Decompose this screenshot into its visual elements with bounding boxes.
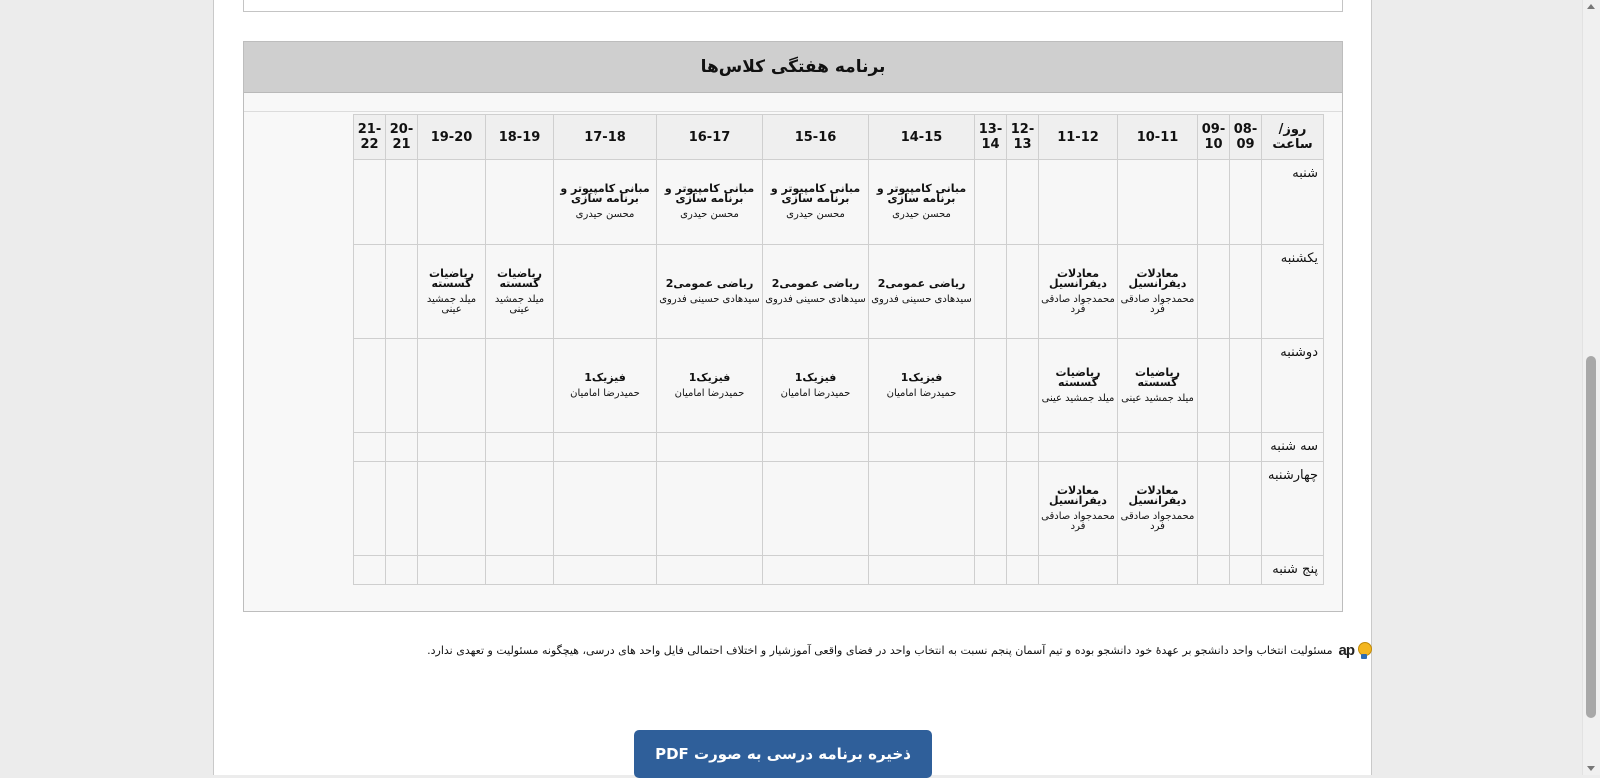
time-slot-header: 14-15 [869,115,975,160]
time-slot-header: 12-13 [1007,115,1039,160]
teacher-name: محمدجواد صادقی فرد [1041,510,1115,532]
schedule-cell [1118,339,1198,433]
schedule-cell [418,245,486,339]
lightbulb-icon [1357,640,1371,660]
course-name: معادلات دیفرانسیل [1128,266,1187,290]
save-pdf-button[interactable]: ذخیره برنامه درسی به صورت PDF [634,730,932,778]
course-name: ریاضیات گسسته [497,266,542,290]
time-slot-header: 08-09 [1230,115,1262,160]
schedule-cell [354,433,386,462]
table-row [354,339,1324,433]
scrollbar-thumb[interactable] [1586,356,1596,718]
schedule-cell [1007,245,1039,339]
day-name-cell: چهارشنبه [1262,462,1324,556]
schedule-cell [1198,160,1230,245]
teacher-name: سیدهادی حسینی فدروی [871,293,972,305]
teacher-name: حمیدرضا امامیان [780,387,851,399]
notice-logo-group [1336,640,1371,660]
time-slot-header: 18-19 [486,115,554,160]
schedule-cell [869,339,975,433]
schedule-cell [554,160,657,245]
table-row [354,462,1324,556]
schedule-cell [869,556,975,585]
schedule-cell [657,462,763,556]
schedule-header-row [354,115,1324,160]
schedule-cell [1230,556,1262,585]
course-name: ریاضیات گسسته [1055,365,1101,389]
schedule-cell [1007,433,1039,462]
schedule-cell [418,160,486,245]
schedule-cell [657,433,763,462]
teacher-name: حمیدرضا امامیان [570,387,640,399]
table-row [354,556,1324,585]
day-name-cell: پنج شنبه [1262,556,1324,585]
schedule-cell [354,160,386,245]
schedule-cell [975,245,1007,339]
schedule-cell [657,339,763,433]
course-name: مبانی کامپیوتر و برنامه سازی [560,182,650,205]
schedule-cell [1198,556,1230,585]
teacher-name: حمیدرضا امامیان [886,387,957,399]
schedule-cell [1039,339,1118,433]
schedule-cell [1230,433,1262,462]
schedule-cell [418,339,486,433]
course-name: معادلات دیفرانسیل [1128,483,1187,507]
schedule-cell [763,160,869,245]
schedule-cell [1230,160,1262,245]
schedule-cell [1230,462,1262,556]
teacher-name: میلد جمشید عینی [426,293,477,315]
teacher-name: محمدجواد صادقی فرد [1041,293,1115,315]
schedule-cell [1198,462,1230,556]
schedule-cell [386,339,418,433]
teacher-name: محسن حیدری [575,209,635,220]
schedule-cell [354,339,386,433]
day-name-cell: دوشنبه [1262,339,1324,433]
schedule-cell [354,245,386,339]
schedule-cell [1039,462,1118,556]
course-name: فیزیک1 [584,370,626,384]
schedule-cell [869,160,975,245]
scroll-down-icon[interactable] [1587,766,1595,771]
schedule-cell [1007,462,1039,556]
teacher-name: محمدجواد صادقی فرد [1120,510,1195,532]
course-name: ریاضیات گسسته [1135,365,1180,389]
schedule-title: برنامه هفتگی کلاس‌ها [244,42,1342,93]
time-slot-header: 10-11 [1118,115,1198,160]
schedule-cell [386,160,418,245]
schedule-cell [486,339,554,433]
schedule-cell [1118,556,1198,585]
table-row [354,433,1324,462]
teacher-name: محسن حیدری [892,209,951,220]
schedule-cell [657,245,763,339]
panel-subheader [244,93,1342,112]
schedule-cell [1039,556,1118,585]
schedule-cell [554,245,657,339]
schedule-cell [975,462,1007,556]
schedule-cell [554,462,657,556]
time-slot-header: 17-18 [554,115,657,160]
schedule-cell [354,462,386,556]
schedule-cell [975,160,1007,245]
schedule-cell [486,433,554,462]
vertical-scrollbar[interactable] [1582,0,1600,775]
disclaimer-text: مسئولیت انتخاب واحد دانشجو بر عهدهٔ خود دانشجو بوده و تیم آسمان پنجم نسبت به انتخاب واحد در فضای واقعی آموزشیار و اختلاف احتمالی فایل واحد های درسی، هیچگونه مسئولیت و تعهدی ندارد. [427,643,1333,657]
schedule-cell [486,556,554,585]
schedule-cell [418,433,486,462]
schedule-cell [869,245,975,339]
schedule-cell [869,462,975,556]
teacher-name: محسن حیدری [786,209,845,220]
schedule-cell [554,339,657,433]
course-name: مبانی کامپیوتر و برنامه سازی [876,182,967,205]
table-row [354,160,1324,245]
scroll-up-icon[interactable] [1587,4,1595,9]
time-slot-header: 15-16 [763,115,869,160]
schedule-cell [386,433,418,462]
schedule-cell [1230,339,1262,433]
schedule-cell [386,556,418,585]
schedule-cell [1118,433,1198,462]
time-slot-header: 16-17 [657,115,763,160]
day-name-cell: سه شنبه [1262,433,1324,462]
course-name: فیزیک1 [794,370,837,384]
schedule-cell [657,556,763,585]
course-name: ریاضیات گسسته [429,266,474,290]
schedule-table-wrapper [353,114,1324,585]
course-name: مبانی کامپیوتر و برنامه سازی [770,182,861,205]
schedule-cell [486,245,554,339]
teacher-name: سیدهادی حسینی فدروی [765,293,866,305]
schedule-cell [486,160,554,245]
schedule-cell [975,339,1007,433]
corner-header: روز/ ساعت [1262,115,1324,160]
schedule-cell [486,462,554,556]
schedule-cell [1118,462,1198,556]
schedule-cell [354,556,386,585]
weekly-schedule-panel [243,41,1343,612]
schedule-cell [1007,339,1039,433]
schedule-cell [1198,433,1230,462]
schedule-cell [1039,245,1118,339]
day-name-cell: شنبه [1262,160,1324,245]
course-name: معادلات دیفرانسیل [1049,266,1107,290]
teacher-name: میلد جمشید عینی [494,293,545,315]
course-name: ریاضی عمومی2 [771,276,860,290]
course-name: معادلات دیفرانسیل [1049,483,1107,507]
schedule-cell [386,462,418,556]
page-container [213,0,1372,775]
schedule-cell [1118,245,1198,339]
course-name: ریاضی عمومی2 [877,276,966,290]
disclaimer-notice [271,640,1371,660]
schedule-cell [975,433,1007,462]
schedule-cell [869,433,975,462]
teacher-name: میلد جمشید عینی [1121,392,1194,404]
schedule-cell [1198,245,1230,339]
schedule-cell [763,556,869,585]
schedule-cell [657,160,763,245]
time-slot-header: 20-21 [386,115,418,160]
previous-section-box [243,0,1343,12]
schedule-cell [386,245,418,339]
schedule-cell [1039,433,1118,462]
schedule-cell [554,556,657,585]
schedule-cell [418,556,486,585]
schedule-cell [1007,160,1039,245]
course-name: فیزیک1 [688,370,731,384]
schedule-cell [1198,339,1230,433]
course-name: فیزیک1 [900,370,943,384]
schedule-cell [1039,160,1118,245]
schedule-cell [554,433,657,462]
time-slot-header: 13-14 [975,115,1007,160]
day-name-cell: یکشنبه [1262,245,1324,339]
teacher-name: محمدجواد صادقی فرد [1120,293,1195,315]
schedule-cell [418,462,486,556]
course-name: ریاضی عمومی2 [665,276,754,290]
schedule-cell [1230,245,1262,339]
time-slot-header: 11-12 [1039,115,1118,160]
teacher-name: سیدهادی حسینی فدروی [659,293,760,305]
schedule-cell [1007,556,1039,585]
schedule-cell [975,556,1007,585]
schedule-cell [763,462,869,556]
time-slot-header: 21-22 [354,115,386,160]
teacher-name: حمیدرضا امامیان [674,387,745,399]
course-name: مبانی کامپیوتر و برنامه سازی [664,182,755,205]
time-slot-header: 19-20 [418,115,486,160]
ap-logo: ap [1338,641,1354,659]
table-row [354,245,1324,339]
schedule-table [353,114,1324,585]
schedule-cell [763,433,869,462]
teacher-name: میلد جمشید عینی [1041,392,1115,404]
teacher-name: محسن حیدری [680,209,739,220]
schedule-cell [1118,160,1198,245]
time-slot-header: 09-10 [1198,115,1230,160]
schedule-cell [763,245,869,339]
schedule-cell [763,339,869,433]
